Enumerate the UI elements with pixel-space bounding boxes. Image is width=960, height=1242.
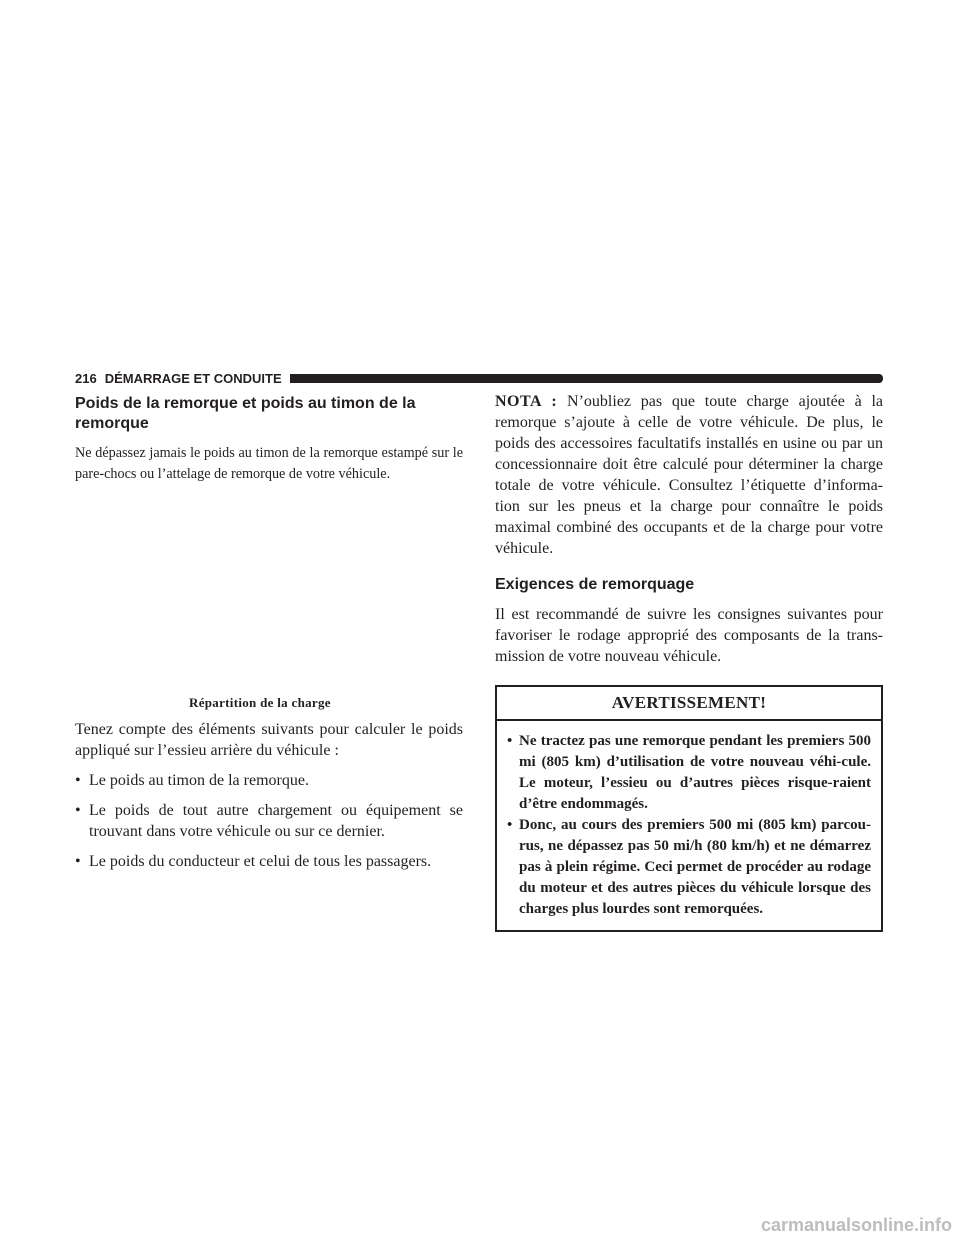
header-bar	[290, 374, 883, 383]
load-distribution-figure	[75, 495, 463, 695]
warning-box	[495, 685, 883, 932]
left-intro: Ne dépassez jamais le poids au timon de la remorque estampé sur le pare-chocs ou l’attelage de remorque de votre véhicule.	[75, 445, 463, 482]
list-item: • Le poids du conducteur et celui de tous les passagers.	[75, 851, 463, 872]
warning-title: AVERTISSEMENT!	[497, 687, 881, 721]
list-item: • Donc, au cours des premiers 500 mi (805 km) parcou-rus, ne dépassez pas 50 mi/h (80 km/h) et ne démarrez pas à plein régime. Ceci permet de procéder au rodage du moteur et des autres pièces du véhicule lorsque des charges plus lourdes sont remorquées.	[507, 815, 871, 920]
right-paragraph: Il est recommandé de suivre les consignes suivantes pour favoriser le rodage approprié des composants de la trans-mission de votre nouveau véhicule.	[495, 606, 883, 665]
warning-list	[497, 721, 881, 930]
left-heading: Poids de la remorque et poids au timon de la remorque	[75, 395, 416, 432]
left-bullet-list	[75, 770, 463, 872]
left-paragraph: Tenez compte des éléments suivants pour calculer le poids appliqué sur l’essieu arrière du véhicule :	[75, 721, 463, 759]
list-item: • Le poids de tout autre chargement ou équipement se trouvant dans votre véhicule ou sur ce dernier.	[75, 800, 463, 842]
nota-paragraph	[495, 391, 883, 559]
list-item: • Ne tractez pas une remorque pendant les premiers 500 mi (805 km) d’utilisation de votre nouveau véhi-cule. Le moteur, l’essieu ou d’autres pièces risque-raient d’être endommagés.	[507, 731, 871, 815]
page-number: 216	[75, 370, 97, 386]
watermark: carmanualsonline.info	[760, 1215, 952, 1235]
page-header	[75, 368, 883, 388]
figure-caption: Répartition de la charge	[189, 695, 331, 710]
list-item: • Le poids au timon de la remorque.	[75, 770, 463, 791]
right-column	[495, 391, 883, 932]
nota-text: N’oubliez pas que toute charge ajoutée à la remorque s’ajoute à celle de votre véhicule. De plus, le poids des accessoires facultatifs installés en usine ou par un concessionnaire doit être calculé pour déterminer la charge totale de votre véhicule. Consultez l’étiquette d’informa-tion sur les pneus et la charge pour connaître le poids maximal combiné des occupants et de la charge pour votre véhicule.	[495, 393, 884, 557]
left-column	[75, 394, 463, 881]
nota-label: NOTA :	[495, 393, 558, 410]
section-title: DÉMARRAGE ET CONDUITE	[104, 370, 282, 386]
right-heading: Exigences de remorquage	[495, 576, 695, 593]
